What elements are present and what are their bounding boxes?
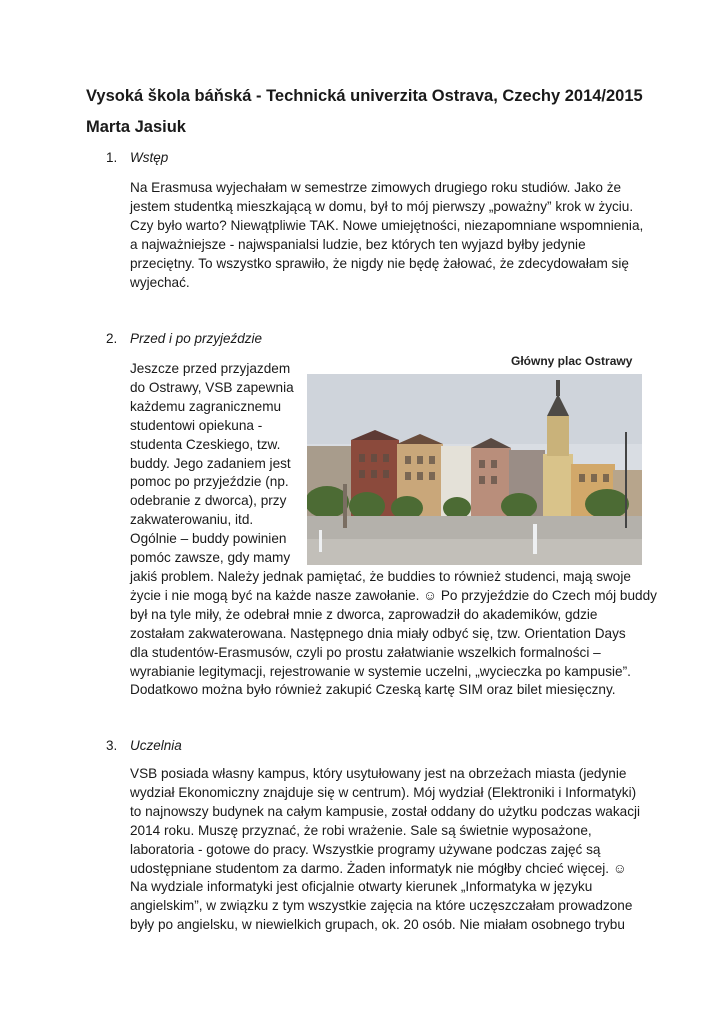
text-line: Dodatkowo można było również zakupić Czeską kartę SIM oraz bilet miesięczny. bbox=[130, 682, 616, 698]
text-line: były po angielsku, w niewielkich grupach, ok. 20 osób. Nie miałam osobnego trybu bbox=[130, 917, 625, 933]
document-title: Vysoká škola báňská - Technická univerzita Ostrava, Czechy 2014/2015 bbox=[86, 87, 643, 105]
text-line: odebranie z dworca), przy bbox=[130, 493, 287, 509]
text-line: był na tyle miły, że odebrał mnie z dworca, zaprowadził do akademików, gdzie bbox=[130, 606, 598, 622]
intro-paragraph bbox=[130, 179, 650, 292]
text-line: dla studentów-Erasmusów, czyli po prostu załatwianie wszelkich formalności – bbox=[130, 644, 601, 660]
text-line: studentowi opiekuna - bbox=[130, 417, 263, 433]
university-paragraph bbox=[130, 765, 650, 935]
text-line: pomoc po przyjeździe (np. bbox=[130, 474, 289, 490]
text-line: VSB posiada własny kampus, który usytułowany jest na obrzeżach miasta (jedynie bbox=[130, 766, 627, 781]
section-heading-arrival bbox=[106, 331, 262, 346]
author-name: Marta Jasiuk bbox=[86, 118, 186, 136]
section-heading-university bbox=[106, 738, 182, 753]
text-line: Na Erasmusa wyjechałam w semestrze zimowych drugiego roku studiów. Jako że bbox=[130, 180, 622, 195]
section-number: 2. bbox=[106, 331, 118, 346]
text-line: 2014 roku. Muszę przyznać, że robi wrażenie. Sale są świetnie wyposażone, bbox=[130, 822, 592, 838]
text-line: zakwaterowaniu, itd. bbox=[130, 512, 254, 528]
section-heading-intro bbox=[106, 150, 168, 165]
section-number: 3. bbox=[106, 738, 118, 753]
text-line: to najnowszy budynek na całym kampusie, został oddany do użytku podczas wakacji bbox=[130, 803, 641, 819]
text-line: a najważniejsze - najwspanialsi ludzie, bez których ten wyjazd byłby jedynie bbox=[130, 236, 586, 252]
section-title: Wstęp bbox=[130, 150, 169, 165]
text-line: Ogólnie – buddy powinien bbox=[130, 531, 287, 547]
text-line: Na wydziale informatyki jest oficjalnie otwarty kierunek „Informatyka w języku bbox=[130, 879, 593, 895]
text-line: buddy. Jego zadaniem jest bbox=[130, 455, 291, 471]
text-line: jestem studentką mieszkającą w domu, był to mój pierwszy „poważny” krok w życiu. bbox=[130, 198, 634, 214]
section-title: Uczelnia bbox=[130, 738, 182, 753]
text-line: udostępniane studentom za darmo. Żaden informatyk nie mógłby chcieć więcej. ☺ bbox=[130, 860, 627, 876]
photo-caption: Główny plac Ostrawy bbox=[511, 354, 633, 368]
text-line: Jeszcze przed przyjazdem bbox=[130, 361, 291, 376]
text-line: życie i nie mogą być na każde nasze zawołanie. ☺ Po przyjeździe do Czech mój buddy bbox=[130, 587, 657, 603]
ostrava-square-photo bbox=[307, 374, 642, 565]
text-line: zostałam zakwaterowana. Następnego dnia miały odbyć się, tzw. Orientation Days bbox=[130, 625, 626, 641]
text-line: jakiś problem. Należy jednak pamiętać, że buddies to również studenci, mają swoje bbox=[130, 568, 631, 584]
text-line: wyjechać. bbox=[130, 274, 190, 290]
text-line: przeciętny. To wszystko sprawiło, że nigdy nie będę żałować, że zdecydowałam się bbox=[130, 255, 629, 271]
text-line: do Ostrawy, VSB zapewnia bbox=[130, 379, 294, 395]
text-line: angielskim”, w związku z tym wszystkie zajęcia na które uczęszczałam prowadzone bbox=[130, 898, 633, 914]
text-line: laboratoria - gotowe do pracy. Wszystkie programy używane podczas zajęć są bbox=[130, 841, 601, 857]
text-line: wyrabianie legitymacji, rejestrowanie w systemie uczelni, „wycieczka po kampusie”. bbox=[130, 663, 631, 679]
text-line: każdemu zagranicznemu bbox=[130, 398, 282, 414]
text-line: studenta Czeskiego, tzw. bbox=[130, 436, 281, 452]
text-line: pomóc zawsze, gdy mamy bbox=[130, 550, 291, 566]
section-title: Przed i po przyjeździe bbox=[130, 331, 263, 346]
text-line: Czy było warto? Niewątpliwie TAK. Nowe umiejętności, niezapomniane wspomnienia, bbox=[130, 217, 644, 233]
section-number: 1. bbox=[106, 150, 118, 165]
text-line: wydział Ekonomiczny znajduje się w centrum). Mój wydział (Elektroniki i Informatyki) bbox=[130, 784, 637, 800]
